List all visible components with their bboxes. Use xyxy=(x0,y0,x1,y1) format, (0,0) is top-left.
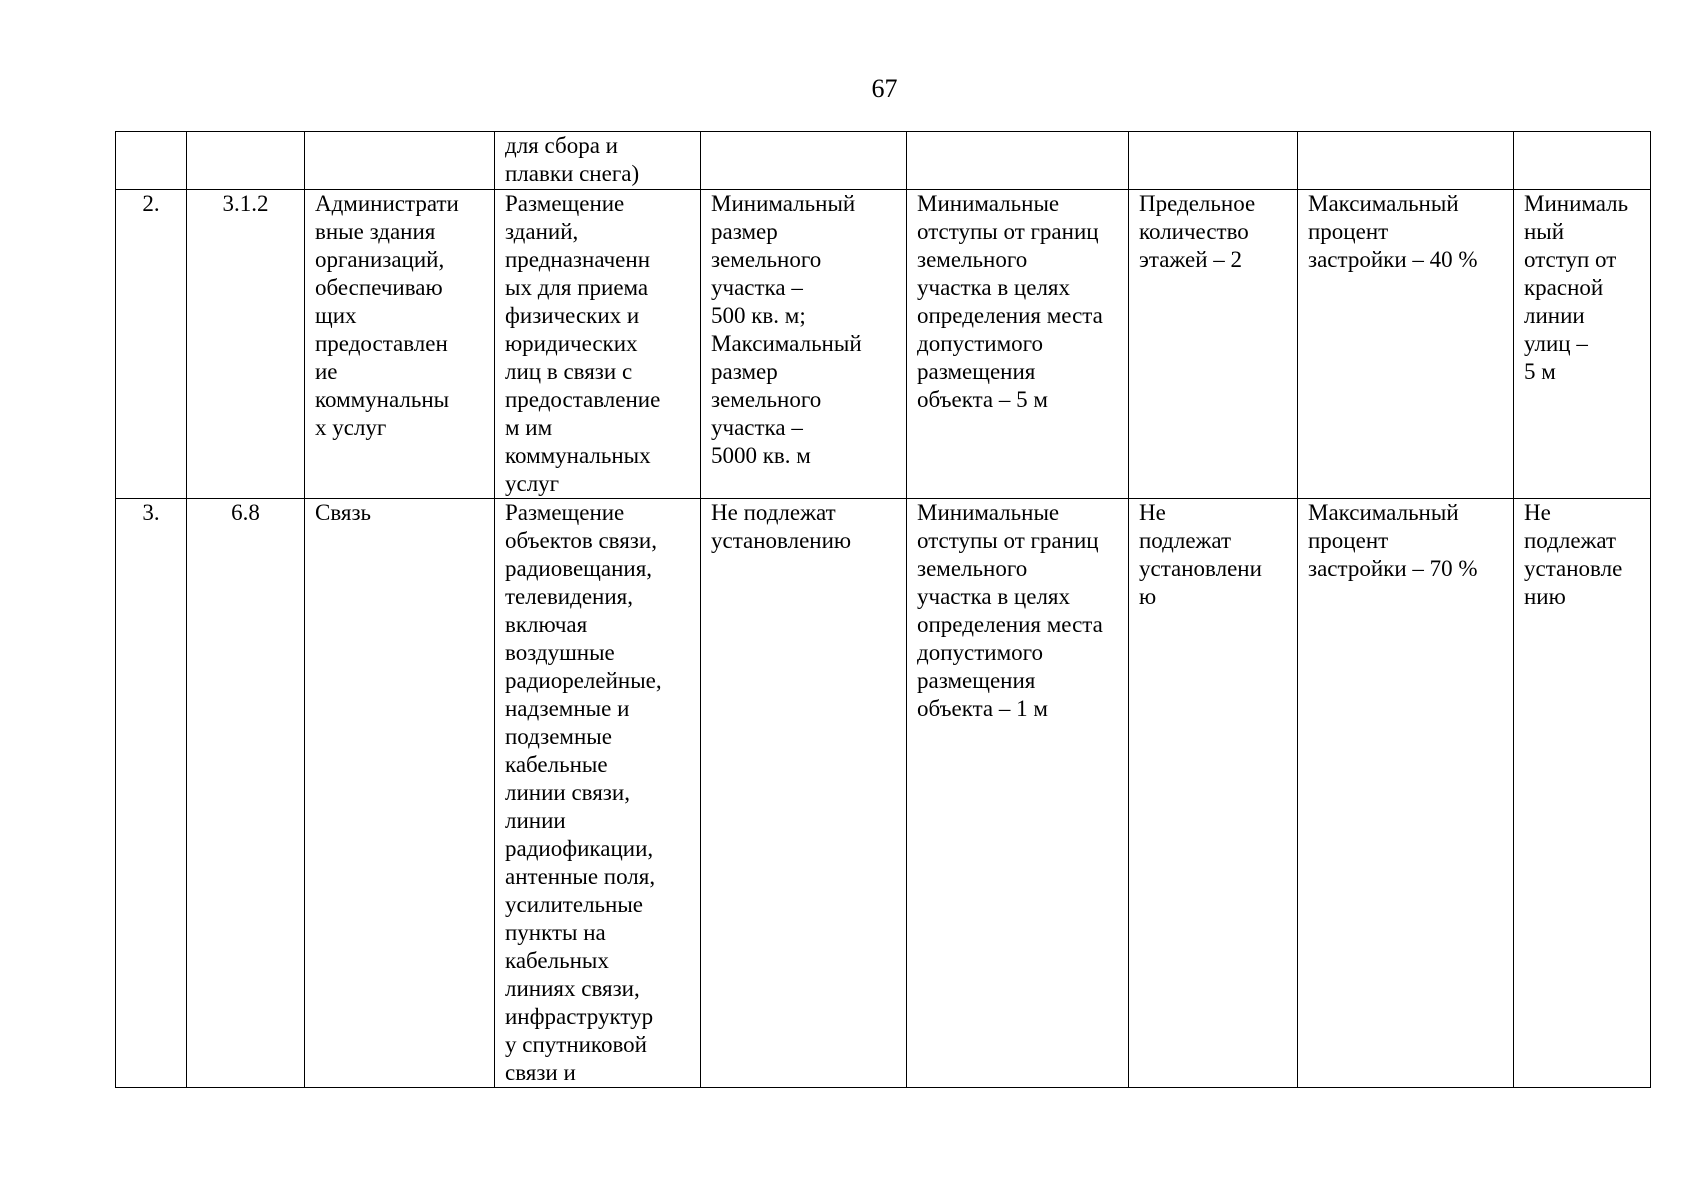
setbacks-cell xyxy=(907,132,1129,190)
code-cell: 6.8 xyxy=(187,499,305,1088)
row-number-cell: 3. xyxy=(116,499,187,1088)
setbacks-cell: Минимальные отступы от границ земельного участка в целях определения места допустимого размещения объекта – 1 м xyxy=(907,499,1129,1088)
red-line-setback-cell: Минималь ный отступ от красной линии улиц – 5 м xyxy=(1514,190,1651,499)
plot-size-cell: Минимальный размер земельного участка – 500 кв. м; Максимальный размер земельного участка – 5000 кв. м xyxy=(701,190,907,499)
floors-cell: Не подлежат установлени ю xyxy=(1129,499,1298,1088)
coverage-cell: Максимальный процент застройки – 40 % xyxy=(1298,190,1514,499)
use-name-cell: Администрати вные здания организаций, обеспечиваю щих предоставлен ие коммунальны х услуг xyxy=(305,190,495,499)
table-row xyxy=(116,190,1651,499)
use-name-cell xyxy=(305,132,495,190)
page-number: 67 xyxy=(871,74,898,103)
row-number-cell: 2. xyxy=(116,190,187,499)
red-line-setback-cell xyxy=(1514,132,1651,190)
use-description-cell: для сбора и плавки снега) xyxy=(495,132,701,190)
floors-cell xyxy=(1129,132,1298,190)
table-row xyxy=(116,132,1651,190)
coverage-cell: Максимальный процент застройки – 70 % xyxy=(1298,499,1514,1088)
land-use-regulations-table xyxy=(115,131,1651,1088)
code-cell xyxy=(187,132,305,190)
use-name-cell: Связь xyxy=(305,499,495,1088)
row-number-cell xyxy=(116,132,187,190)
table-row xyxy=(116,499,1651,1088)
use-description-cell: Размещение объектов связи, радиовещания, телевидения, включая воздушные радиорелейные, надземные и подземные кабельные линии связи, линии радиофикации, антенные поля, усилительные пункты на кабельных линиях связи, инфраструктур у спутниковой связи и xyxy=(495,499,701,1088)
red-line-setback-cell: Не подлежат установле нию xyxy=(1514,499,1651,1088)
code-cell: 3.1.2 xyxy=(187,190,305,499)
use-description-cell: Размещение зданий, предназначенн ых для приема физических и юридических лиц в связи с предоставление м им коммунальных услуг xyxy=(495,190,701,499)
coverage-cell xyxy=(1298,132,1514,190)
plot-size-cell xyxy=(701,132,907,190)
plot-size-cell: Не подлежат установлению xyxy=(701,499,907,1088)
setbacks-cell: Минимальные отступы от границ земельного участка в целях определения места допустимого размещения объекта – 5 м xyxy=(907,190,1129,499)
floors-cell: Предельное количество этажей – 2 xyxy=(1129,190,1298,499)
